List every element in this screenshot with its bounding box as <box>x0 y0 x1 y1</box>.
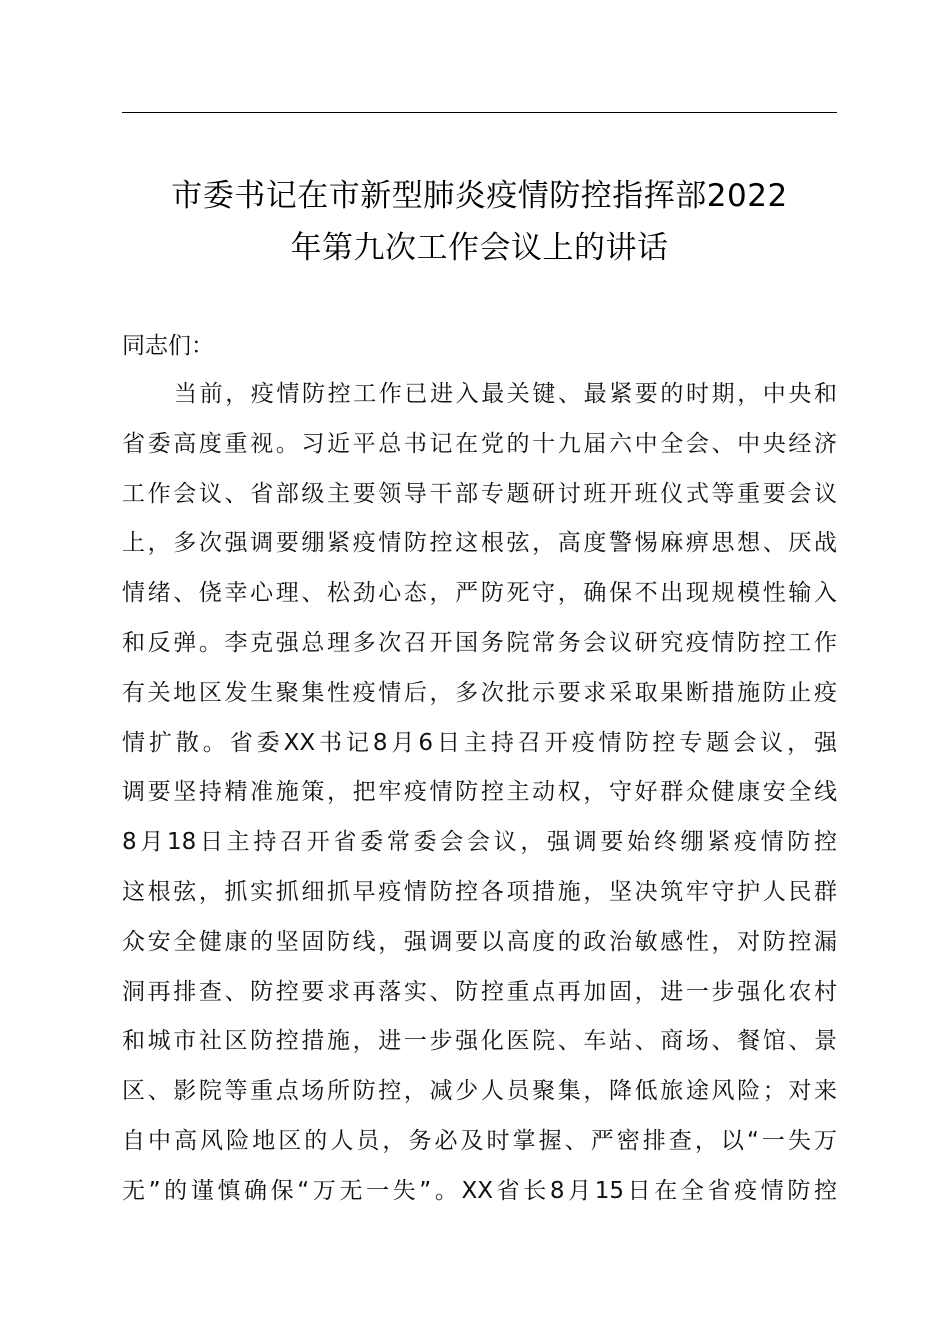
body-line: 区、影院等重点场所防控，减少人员聚集，降低旅途风险；对来 <box>122 1078 837 1105</box>
body-line: 工作会议、省部级主要领导干部专题研讨班开班仪式等重要会议 <box>122 480 837 507</box>
body-line: 调要坚持精准施策，把牢疫情防控主动权，守好群众健康安全线 <box>122 779 837 806</box>
header-rule <box>122 112 837 113</box>
body-line: 这根弦，抓实抓细抓早疫情防控各项措施，坚决筑牢守护人民群 <box>122 878 837 905</box>
body-line: 上，多次强调要绷紧疫情防控这根弦，高度警惕麻痹思想、厌战 <box>122 530 837 557</box>
body-paragraph <box>122 370 837 1217</box>
body-line: 省委高度重视。习近平总书记在党的十九届六中全会、中央经济 <box>122 430 837 457</box>
body-line: 当前，疫情防控工作已进入最关键、最紧要的时期，中央和 <box>174 381 837 407</box>
body-line: 自中高风险地区的人员，务必及时掌握、严密排查，以“一失万 <box>122 1127 837 1154</box>
body-line: 众安全健康的坚固防线，强调要以高度的政治敏感性，对防控漏 <box>122 928 837 955</box>
body-line: 8月18日主持召开省委常委会会议，强调要始终绷紧疫情防控 <box>122 829 837 856</box>
body-line: 有关地区发生聚集性疫情后，多次批示要求采取果断措施防止疫 <box>122 679 837 706</box>
document-title <box>122 170 837 274</box>
body-line: 和反弹。李克强总理多次召开国务院常务会议研究疫情防控工作 <box>122 629 837 656</box>
body-line: 情扩散。省委XX书记8月6日主持召开疫情防控专题会议，强 <box>122 729 837 756</box>
body-line: 洞再排查、防控要求再落实、防控重点再加固，进一步强化农村 <box>122 978 837 1005</box>
title-line-2: 年第九次工作会议上的讲话 <box>290 230 669 266</box>
body-line: 情绪、侥幸心理、松劲心态，严防死守，确保不出现规模性输入 <box>122 580 837 607</box>
salutation: 同志们： <box>122 333 214 359</box>
title-line-1: 市委书记在市新型肺炎疫情防控指挥部2022 <box>171 178 788 214</box>
body-line: 和城市社区防控措施，进一步强化医院、车站、商场、餐馆、景 <box>122 1028 837 1055</box>
body-line: 无”的谨慎确保“万无一失”。XX省长8月15日在全省疫情防控 <box>122 1177 837 1204</box>
